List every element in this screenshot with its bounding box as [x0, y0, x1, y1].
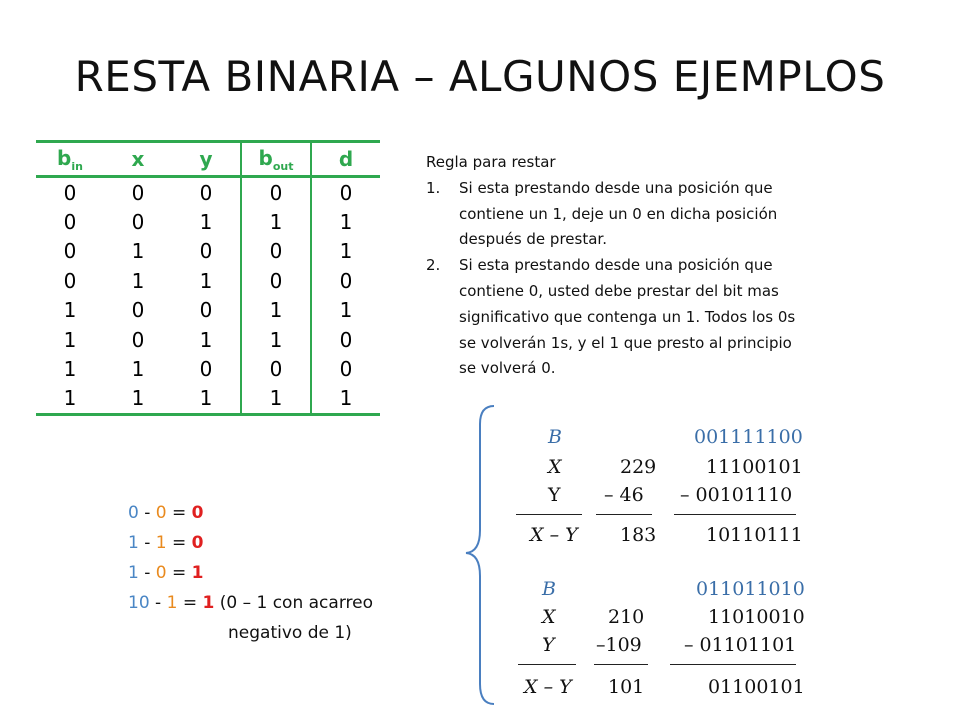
table-header-row	[36, 142, 380, 177]
cell-y: 1	[172, 266, 241, 295]
rule-item: 1. Si esta prestando desde una posición que contiene un 1, deje un 0 en dicha posición después de prestar.	[426, 178, 778, 249]
cell-d: 0	[311, 325, 380, 354]
cell-d: 1	[311, 384, 380, 415]
table-row	[36, 384, 380, 415]
cell-d: 1	[311, 296, 380, 325]
y-decimal: – 46	[604, 484, 644, 506]
x-label: X	[542, 606, 556, 628]
operation-line: 10 - 1 = 1 (0 – 1 con acarreo	[128, 593, 373, 613]
cell-bin: 0	[63, 210, 77, 235]
cell-bout: 1	[269, 298, 283, 323]
cell-d: 0	[311, 266, 380, 295]
result-binary: 01100101	[708, 676, 805, 698]
table-row	[36, 207, 380, 236]
x-decimal: 210	[608, 606, 645, 628]
cell-d: 1	[311, 207, 380, 236]
table-row	[36, 354, 380, 383]
sum-line	[670, 664, 796, 665]
slide-title: RESTA BINARIA – ALGUNOS EJEMPLOS	[74, 52, 886, 101]
cell-bin: 1	[36, 384, 104, 415]
cell-bout: 0	[269, 268, 283, 293]
borrow-bits: 011011010	[696, 578, 805, 600]
sum-line	[518, 664, 576, 665]
cell-x: 1	[104, 384, 172, 415]
cell-bin: 1	[63, 357, 77, 382]
cell-d: 0	[311, 354, 380, 383]
cell-bin: 1	[63, 298, 77, 323]
sum-line	[516, 514, 582, 515]
header-bout: $b_{out}$	[241, 142, 311, 177]
cell-x: 1	[131, 239, 145, 264]
table-row	[36, 237, 380, 266]
cell-d: 1	[311, 237, 380, 266]
cell-x: 1	[131, 357, 145, 382]
cell-bout: 1	[269, 210, 283, 235]
operation-line: 0 - 0 = 0	[128, 503, 204, 523]
rules-heading: Regla para restar	[426, 153, 556, 171]
cell-y: 1	[172, 207, 241, 236]
cell-bin: 0	[63, 239, 77, 264]
borrow-label: B	[548, 426, 562, 448]
y-binary: – 00101110	[680, 484, 793, 506]
header-bin: $b_{in}$	[36, 142, 104, 177]
sum-line	[594, 664, 648, 665]
y-label: Y	[548, 484, 561, 506]
cell-y: 0	[172, 354, 241, 383]
rule-item: 2. Si esta prestando desde una posición que contiene 0, usted debe prestar del bit mas significativo que contenga un 1. Todos los 0s se volverán 1s, y el 1 que presto al principio se volverá 0.	[426, 256, 796, 378]
cell-bin: 0	[63, 268, 77, 293]
truth-table	[36, 140, 380, 416]
cell-bin: 0	[63, 180, 77, 205]
cell-y: 1	[172, 384, 241, 415]
cell-bout: 0	[269, 239, 283, 264]
result-binary: 10110111	[706, 524, 803, 546]
table-row	[36, 325, 380, 354]
operation-note-continued: negativo de 1)	[228, 623, 352, 643]
header-x: x	[104, 142, 172, 177]
x-label: X	[548, 456, 562, 478]
sum-line	[674, 514, 796, 515]
table-row	[36, 177, 380, 208]
result-decimal: 183	[620, 524, 657, 546]
x-binary: 11010010	[708, 606, 805, 628]
cell-x: 0	[131, 180, 145, 205]
operation-line: 1 - 1 = 0	[128, 533, 204, 553]
cell-d: 0	[311, 177, 380, 208]
y-label: Y	[542, 634, 555, 656]
cell-y: 0	[172, 296, 241, 325]
cell-x: 0	[131, 327, 145, 352]
cell-y: 1	[172, 325, 241, 354]
sum-line	[596, 514, 652, 515]
cell-y: 0	[172, 177, 241, 208]
x-decimal: 229	[620, 456, 657, 478]
result-decimal: 101	[608, 676, 645, 698]
rules-list	[426, 176, 856, 382]
table-row	[36, 296, 380, 325]
y-decimal: –109	[596, 634, 642, 656]
result-label: X – Y	[524, 676, 572, 698]
cell-x: 0	[131, 210, 145, 235]
basic-operations	[128, 498, 373, 648]
cell-bout: 0	[269, 357, 283, 382]
borrow-label: B	[542, 578, 556, 600]
subtraction-rules	[426, 150, 856, 382]
header-d: d	[311, 142, 380, 177]
table-row	[36, 266, 380, 295]
cell-y: 0	[172, 237, 241, 266]
borrow-bits: 001111100	[694, 426, 803, 448]
x-binary: 11100101	[706, 456, 803, 478]
result-label: X – Y	[530, 524, 578, 546]
cell-bout: 1	[241, 384, 311, 415]
cell-bout: 0	[269, 180, 283, 205]
y-binary: – 01101101	[684, 634, 797, 656]
cell-bout: 1	[269, 327, 283, 352]
header-y: y	[172, 142, 241, 177]
cell-x: 1	[131, 268, 145, 293]
cell-x: 0	[131, 298, 145, 323]
operation-line: 1 - 0 = 1	[128, 563, 204, 583]
curly-brace-icon	[458, 400, 498, 710]
cell-bin: 1	[63, 327, 77, 352]
